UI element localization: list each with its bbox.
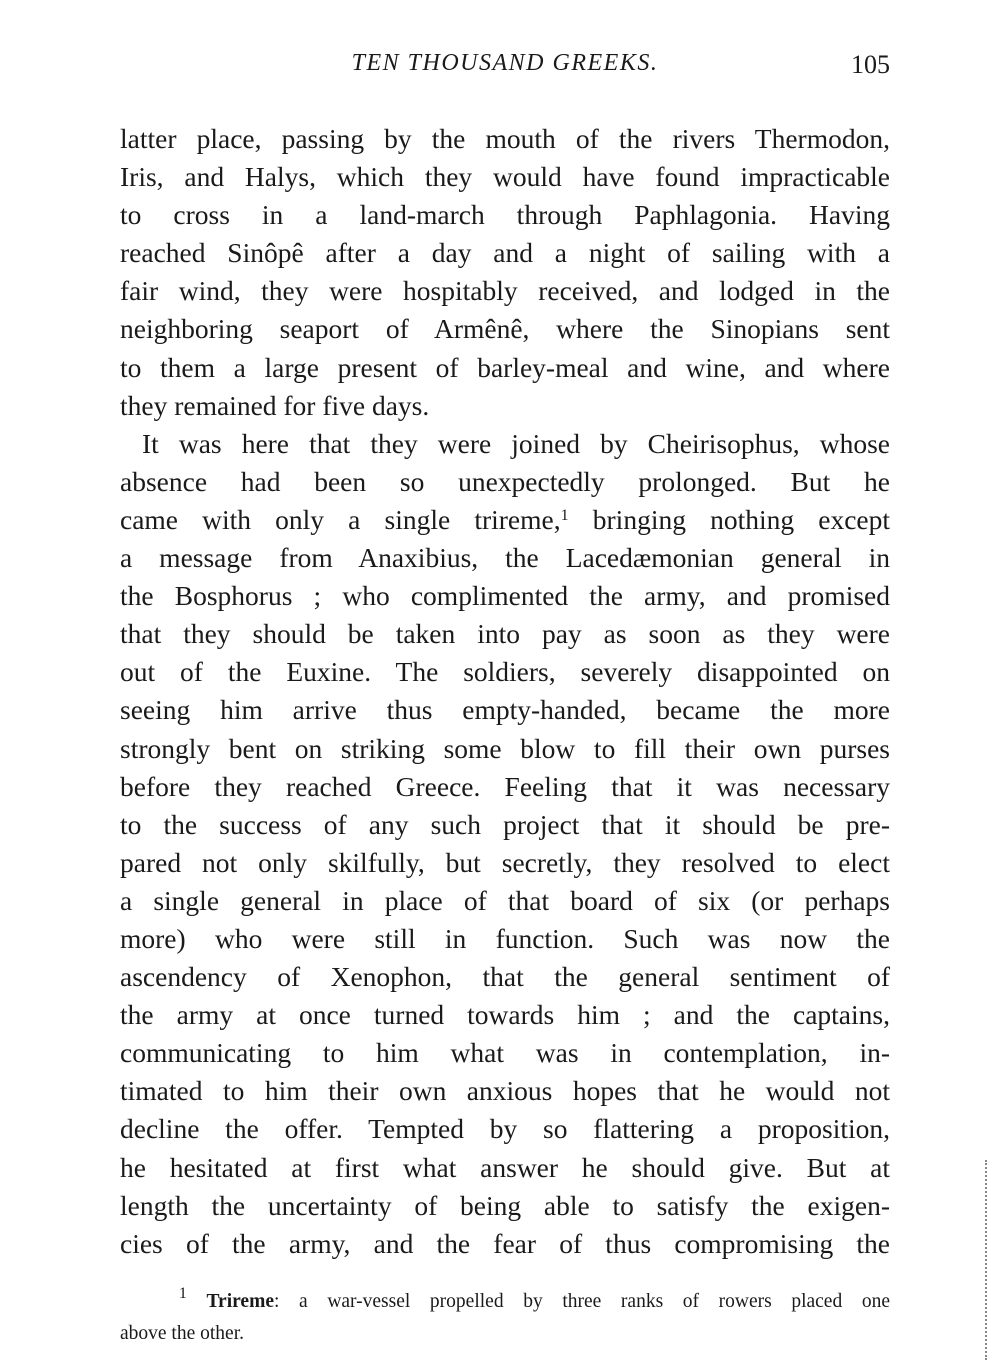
text-line: fair wind, they were hospitably received, and lodged in the: [120, 275, 890, 307]
paragraph-2: [120, 425, 890, 1263]
text-line: Iris, and Halys, which they would have found impracticable: [120, 161, 890, 193]
text-line: more) who were still in function. Such was now the: [120, 922, 890, 954]
text-line: latter place, passing by the mouth of the rivers Thermodon,: [120, 123, 890, 154]
text-line: out of the Euxine. The soldiers, severely disappointed on: [120, 656, 890, 688]
text-line: before they reached Greece. Feeling that it was necessary: [120, 770, 890, 802]
text-line: a message from Anaxibius, the Lacedæmonian general in: [120, 542, 890, 574]
footnote-marker: 1: [178, 1285, 187, 1302]
text-line-with-footnote: [120, 501, 890, 539]
text-line: a single general in place of that board of six (or perhaps: [120, 884, 890, 916]
text-line: the Bosphorus ; who complimented the army, and promised: [120, 580, 890, 612]
footnote-reference[interactable]: 1: [560, 506, 569, 524]
footnote-text: : a war-vessel propelled by three ranks of rowers placed one: [274, 1291, 890, 1312]
text-segment: bringing nothing except: [592, 503, 891, 535]
text-line: absence had been so unexpectedly prolonged. But he: [120, 465, 890, 497]
text-line: pared not only skilfully, but secretly, they resolved to elect: [120, 846, 890, 878]
text-line: seeing him arrive thus empty-handed, became the more: [120, 694, 890, 726]
text-line: It was here that they were joined by Cheirisophus, whose: [142, 427, 890, 459]
text-line: ascendency of Xenophon, that the general sentiment of: [120, 961, 890, 993]
footnote-line: above the other.: [120, 1323, 244, 1344]
text-line: they remained for five days.: [120, 389, 430, 421]
page-edge-mark: [985, 1160, 987, 1360]
text-line: to them a large present of barley-meal and wine, and where: [120, 351, 890, 383]
text-line: the army at once turned towards him ; and the captains,: [120, 999, 890, 1031]
footnote: [120, 1286, 890, 1350]
text-line: to the success of any such project that it should be pre-: [120, 808, 890, 840]
running-title: TEN THOUSAND GREEKS.: [351, 50, 659, 76]
paragraph-1: [120, 120, 890, 425]
page-number: 105: [851, 50, 890, 79]
text-line: that they should be taken into pay as soon as they were: [120, 618, 890, 650]
text-line: timated to him their own anxious hopes that he would not: [120, 1075, 890, 1107]
text-line: to cross in a land-march through Paphlagonia. Having: [120, 199, 890, 231]
page-header: [120, 50, 890, 90]
footnote-line: [120, 1286, 890, 1318]
text-line: he hesitated at first what answer he should give. But at: [120, 1151, 890, 1183]
text-line: cies of the army, and the fear of thus compromising the: [120, 1227, 890, 1259]
body-text: [120, 120, 890, 1263]
text-line: strongly bent on striking some blow to fill their own purses: [120, 732, 890, 764]
text-line: reached Sinôpê after a day and a night of sailing with a: [120, 237, 890, 269]
text-line: neighboring seaport of Armênê, where the Sinopians sent: [120, 313, 890, 345]
text-line: decline the offer. Tempted by so flattering a proposition,: [120, 1113, 890, 1145]
text-segment: came with only a single trireme,: [120, 503, 561, 535]
footnote-term: Trireme: [206, 1291, 274, 1312]
text-line: communicating to him what was in contemplation, in-: [120, 1037, 890, 1069]
text-line: length the uncertainty of being able to satisfy the exigen-: [120, 1189, 890, 1221]
